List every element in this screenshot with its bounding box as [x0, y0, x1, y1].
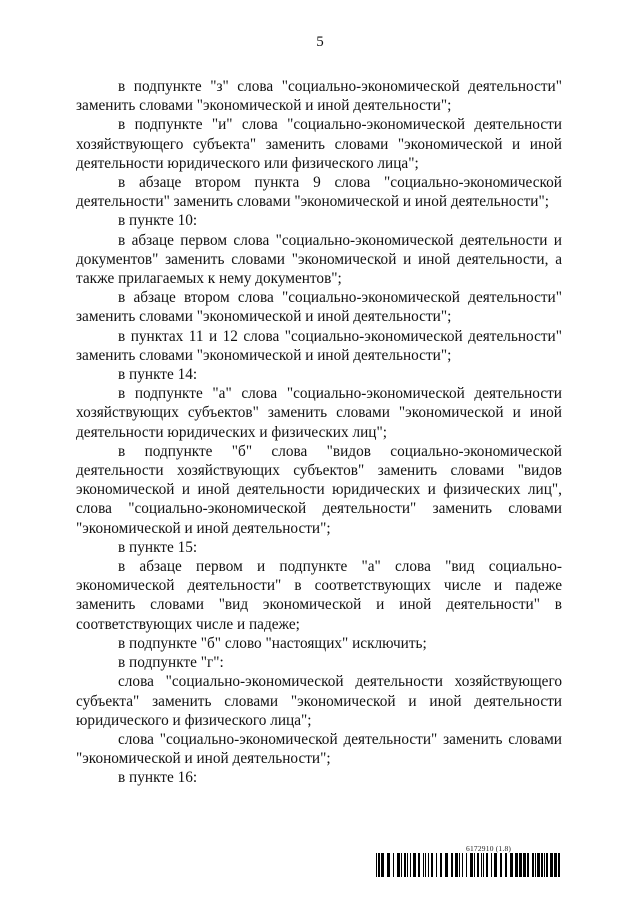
paragraph: в подпункте "и" слова "социально-экономической деятельности хозяйствующего субъекта" заменить словами "экономической и иной деятельности юридического или физического лица"; — [76, 116, 562, 172]
paragraph: в пункте 14: — [118, 366, 198, 384]
barcode-icon — [376, 853, 562, 877]
paragraph: в подпункте "з" слова "социально-экономической деятельности" заменить словами "экономической и иной деятельности"; — [76, 78, 562, 115]
paragraph: в подпункте "г": — [118, 654, 224, 672]
barcode-bar — [560, 853, 562, 877]
paragraph: в подпункте "б" слова "видов социально-экономической деятельности хозяйствующих субъектов" заменить словами "видов экономической и иной деятельности юридических и физических лиц", слова "социально-экономической деятельности" заменить словами "экономической и иной деятельности"; — [76, 442, 562, 537]
document-code: 6172910 (1.8) — [466, 844, 512, 853]
paragraph: в подпункте "а" слова "социально-экономической деятельности хозяйствующих субъектов" заменить словами "экономической и иной деятельности юридических и физических лиц"; — [76, 385, 562, 441]
paragraph: в подпункте "б" слово "настоящих" исключить; — [118, 634, 427, 652]
page-number: 5 — [316, 34, 324, 50]
paragraph: слова "социально-экономической деятельности" заменить словами "экономической и иной деятельности"; — [76, 730, 562, 768]
paragraph: в абзаце первом слова "социально-экономической деятельности и документов" заменить словами "экономической и иной деятельности, а также прилагаемых к нему документов"; — [76, 231, 562, 288]
paragraph: в абзаце втором пункта 9 слова "социально-экономической деятельности" заменить словами "экономической и иной деятельности"; — [76, 174, 562, 211]
paragraph: слова "социально-экономической деятельности хозяйствующего субъекта" заменить словами "экономической и иной деятельности юридического и физического лица"; — [76, 673, 562, 729]
paragraph: в пункте 10: — [118, 212, 198, 230]
paragraph: в пункте 16: — [118, 769, 198, 787]
paragraph: в абзаце втором слова "социально-экономической деятельности" заменить словами "экономической и иной деятельности"; — [76, 289, 562, 326]
paragraph: в абзаце первом и подпункте "а" слова "вид социально-экономической деятельности" в соответствующих числе и падеже заменить словами "вид экономической и иной деятельности" в соответствующих числе и падеже; — [76, 558, 562, 633]
document-body — [76, 77, 562, 788]
paragraph: в пункте 15: — [118, 538, 198, 556]
paragraph: в пунктах 11 и 12 слова "социально-экономической деятельности" заменить словами "экономической и иной деятельности"; — [76, 327, 562, 364]
